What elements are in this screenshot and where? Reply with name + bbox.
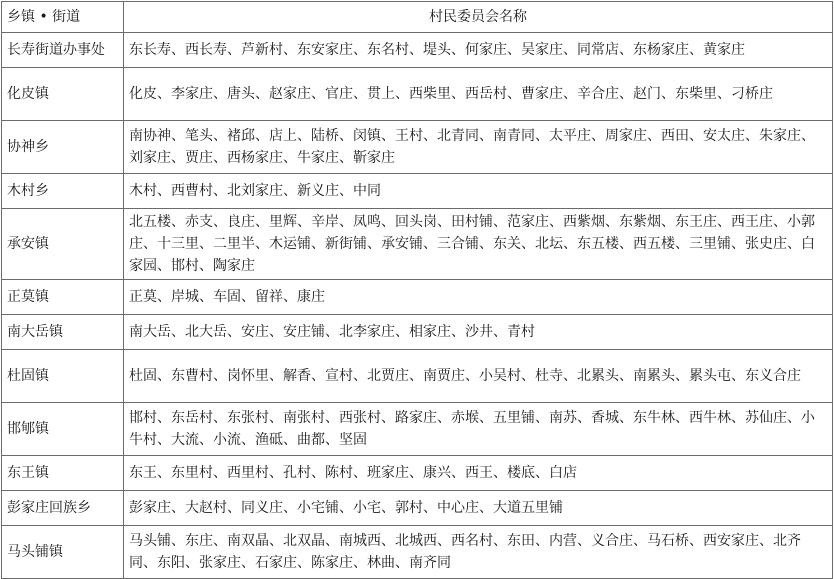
villages-cell: 化皮、李家庄、唐头、赵家庄、官庄、贯上、西柴里、西岳村、曹家庄、辛合庄、赵门、东柴里、刁桥庄 <box>124 68 833 121</box>
header-villages: 村民委员会名称 <box>124 2 833 33</box>
villages-cell: 杜固、东曹村、岗怀里、解香、宣村、北贾庄、南贾庄、小吴村、杜寺、北累头、南累头、累头屯、东义合庄 <box>124 350 833 403</box>
villages-cell: 南协神、笔头、褚邱、店上、陆桥、闵镇、王村、北青同、南青同、太平庄、周家庄、西田、安太庄、朱家庄、刘家庄、贾庄、西杨家庄、牛家庄、靳家庄 <box>124 121 833 174</box>
table-row <box>2 350 833 403</box>
table-row <box>2 403 833 456</box>
township-cell: 南大岳镇 <box>2 315 124 350</box>
villages-table <box>1 1 833 579</box>
villages-cell: 南大岳、北大岳、安庄、安庄铺、北李家庄、相家庄、沙井、青村 <box>124 315 833 350</box>
villages-cell: 东长寿、西长寿、芦新村、东安家庄、东名村、堤头、何家庄、吴家庄、同常店、东杨家庄、黄家庄 <box>124 33 833 68</box>
villages-cell: 东王、东里村、西里村、孔村、陈村、班家庄、康兴、西王、楼底、白店 <box>124 456 833 491</box>
township-cell: 邯郇镇 <box>2 403 124 456</box>
table-row <box>2 174 833 209</box>
township-cell: 协神乡 <box>2 121 124 174</box>
table-row <box>2 315 833 350</box>
table-header-row <box>2 2 833 33</box>
township-cell: 杜固镇 <box>2 350 124 403</box>
township-cell: 木村乡 <box>2 174 124 209</box>
township-cell: 承安镇 <box>2 209 124 280</box>
township-cell: 东王镇 <box>2 456 124 491</box>
villages-cell: 正莫、岸城、车固、留祥、康庄 <box>124 280 833 315</box>
villages-cell: 邯村、东岳村、东张村、南张村、西张村、路家庄、赤堠、五里铺、南苏、香城、东牛林、西牛林、苏仙庄、小牛村、大流、小流、渔砥、曲都、坚固 <box>124 403 833 456</box>
table-row <box>2 209 833 280</box>
villages-cell: 木村、西曹村、北刘家庄、新义庄、中同 <box>124 174 833 209</box>
table-row <box>2 33 833 68</box>
villages-cell: 马头铺、东庄、南双晶、北双晶、南城西、北城西、西名村、东田、内营、义合庄、马石桥、西安家庄、北齐同、东阳、张家庄、石家庄、陈家庄、林曲、南齐同 <box>124 526 833 579</box>
villages-cell: 彭家庄、大赵村、同义庄、小宅铺、小宅、郭村、中心庄、大道五里铺 <box>124 491 833 526</box>
township-cell: 正莫镇 <box>2 280 124 315</box>
township-cell: 马头铺镇 <box>2 526 124 579</box>
township-cell: 长寿街道办事处 <box>2 33 124 68</box>
table-row <box>2 456 833 491</box>
township-cell: 彭家庄回族乡 <box>2 491 124 526</box>
villages-table-container <box>1 1 832 579</box>
header-township: 乡镇 • 街道 <box>2 2 124 33</box>
villages-cell: 北五楼、赤支、良庄、里辉、辛岸、凤鸣、回头岗、田村铺、范家庄、西紫烟、东紫烟、东王庄、西王庄、小郭庄、十三里、二里半、木运铺、新街铺、承安铺、三合铺、东关、北坛、东五楼、西五楼、三里铺、张史庄、白家园、邯村、陶家庄 <box>124 209 833 280</box>
table-row <box>2 491 833 526</box>
table-row <box>2 526 833 579</box>
table-row <box>2 121 833 174</box>
township-cell: 化皮镇 <box>2 68 124 121</box>
table-row <box>2 280 833 315</box>
table-row <box>2 68 833 121</box>
